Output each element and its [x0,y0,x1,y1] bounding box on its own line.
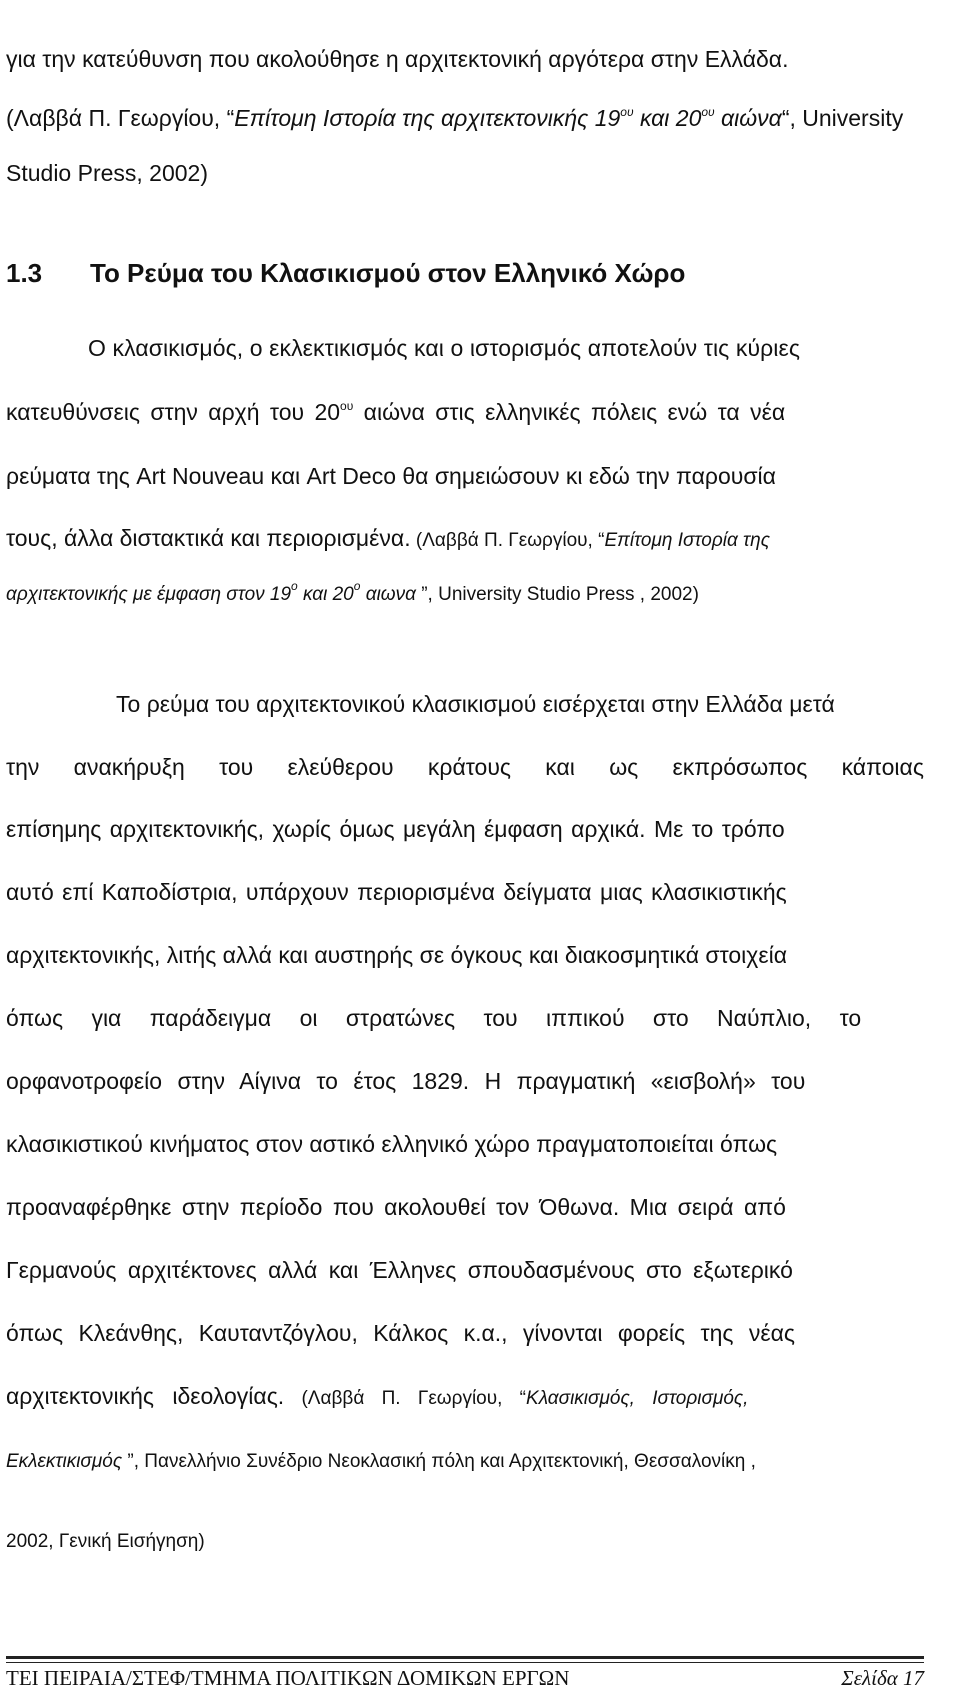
citation-text: “, University [781,105,904,131]
citation-title: αιώνα [714,105,782,131]
superscript: ου [340,399,354,413]
citation-title: Επίτομη Ιστορία της αρχιτεκτονικής 19 [234,105,621,131]
citation-title: αρχιτεκτονικής με έμφαση στον 19 [6,584,292,605]
text-line: όπως για παράδειγμα οι στρατώνες του ιππικού στο Ναύπλιο, το [6,1005,862,1031]
superscript: ου [701,105,715,119]
citation-text: (Λαββά Π. Γεωργίου, “ [284,1388,527,1409]
page-footer [6,1664,924,1692]
text-line: αρχιτεκτονικής, λιτής αλλά και αυστηρής σε όγκους και διακοσμητικά στοιχεία [6,942,787,968]
citation-line [6,1381,748,1414]
text-line: προαναφέρθηκε στην περίοδο που ακολουθεί τον Όθωνα. Μια σειρά από [6,1194,786,1220]
text-span: κατευθύνσεις στην αρχή του 20 [6,399,341,425]
word: την [6,754,40,780]
citation-text: (Λαββά Π. Γεωργίου, “ [410,530,605,551]
citation-text: ”, Πανελλήνιο Συνέδριο Νεοκλασική πόλη και Αρχιτεκτονική, Θεσσαλονίκη , [122,1451,756,1472]
paragraph-first-line: Το ρεύμα του αρχιτεκτονικού κλασικισμού εισέρχεται στην Ελλάδα μετά [116,691,835,717]
text-line: αυτό επί Καποδίστρια, υπάρχουν περιορισμένα δείγματα μιας κλασικιστικής [6,879,787,905]
section-title: Το Ρεύμα του Κλασικισμού στον Ελληνικό Χώρο [90,258,686,288]
citation-line: 2002, Γενική Εισήγηση) [6,1531,205,1552]
text-span: αρχιτεκτονικής ιδεολογίας. [6,1383,285,1409]
justified-line [6,752,924,782]
word: ως [609,754,639,780]
text-line: επίσημης αρχιτεκτονικής, χωρίς όμως μεγάλη έμφαση αρχικά. Με το τρόπο [6,816,785,842]
citation-line [6,580,699,610]
word: κράτους [427,754,511,780]
text-line: όπως Κλεάνθης, Καυταντζόγλου, Κάλκος κ.α., γίνονται φορείς της νέας [6,1320,795,1346]
word: κάποιας [841,754,924,780]
citation-text: (Λαββά Π. Γεωργίου, “ [6,105,235,131]
text-line: Γερμανούς αρχιτέκτονες αλλά και Έλληνες σπουδασμένους στο εξωτερικό [6,1257,793,1283]
text-line: Studio Press, 2002) [6,160,209,186]
word: του [219,754,254,780]
superscript: ο [353,579,361,593]
paragraph-first-line: Ο κλασικισμός, ο εκλεκτικισμός και ο ιστορισμός αποτελούν τις κύριες [88,335,801,361]
footer-institution: ΤΕΙ ΠΕΙΡΑΙΑ/ΣΤΕΦ/ΤΜΗΜΑ ΠΟΛΙΤΙΚΩΝ ΔΟΜΙΚΩΝ ΕΡΓΩΝ [6,1666,570,1690]
section-heading [6,257,685,289]
word: ελεύθερου [287,754,394,780]
section-number: 1.3 [6,258,43,288]
word: ανακήρυξη [73,754,185,780]
citation-line [6,1447,756,1477]
citation-title: και 20 [297,584,354,605]
text-line: κλασικιστικού κινήματος στον αστικό ελληνικό χώρο πραγματοποιείται όπως [6,1131,778,1157]
citation-title: Κλασικισμός, Ιστορισμός, [526,1388,749,1409]
text-line [6,523,770,556]
text-line [6,397,785,427]
text-line: για την κατεύθυνση που ακολούθησε η αρχιτεκτονική αργότερα στην Ελλάδα. [6,46,789,72]
citation-title: Επίτομη Ιστορία της [604,530,770,551]
text-line: ρεύματα της Art Nouveau και Art Deco θα σημειώσουν κι εδώ την παρουσία [6,463,776,489]
word: εκπρόσωπος [672,754,808,780]
footer-divider [6,1662,924,1663]
citation-title: αιωνα [360,584,416,605]
citation-text: ”, University Studio Press , 2002) [415,584,699,605]
superscript: ο [291,579,298,593]
superscript: ου [620,105,634,119]
citation-line [6,103,903,133]
citation-title: Εκλεκτικισμός [6,1451,123,1472]
text-span: τους, άλλα διστακτικά και περιορισμένα. [6,525,411,551]
citation-title: και 20 [633,105,702,131]
text-span: αιώνα στις ελληνικές πόλεις ενώ τα νέα [353,399,786,425]
text-line: ορφανοτροφείο στην Αίγινα το έτος 1829. Η πραγματική «εισβολή» του [6,1068,806,1094]
page-number: Σελίδα 17 [841,1666,924,1690]
footer-divider [6,1656,924,1659]
word: και [545,754,575,780]
